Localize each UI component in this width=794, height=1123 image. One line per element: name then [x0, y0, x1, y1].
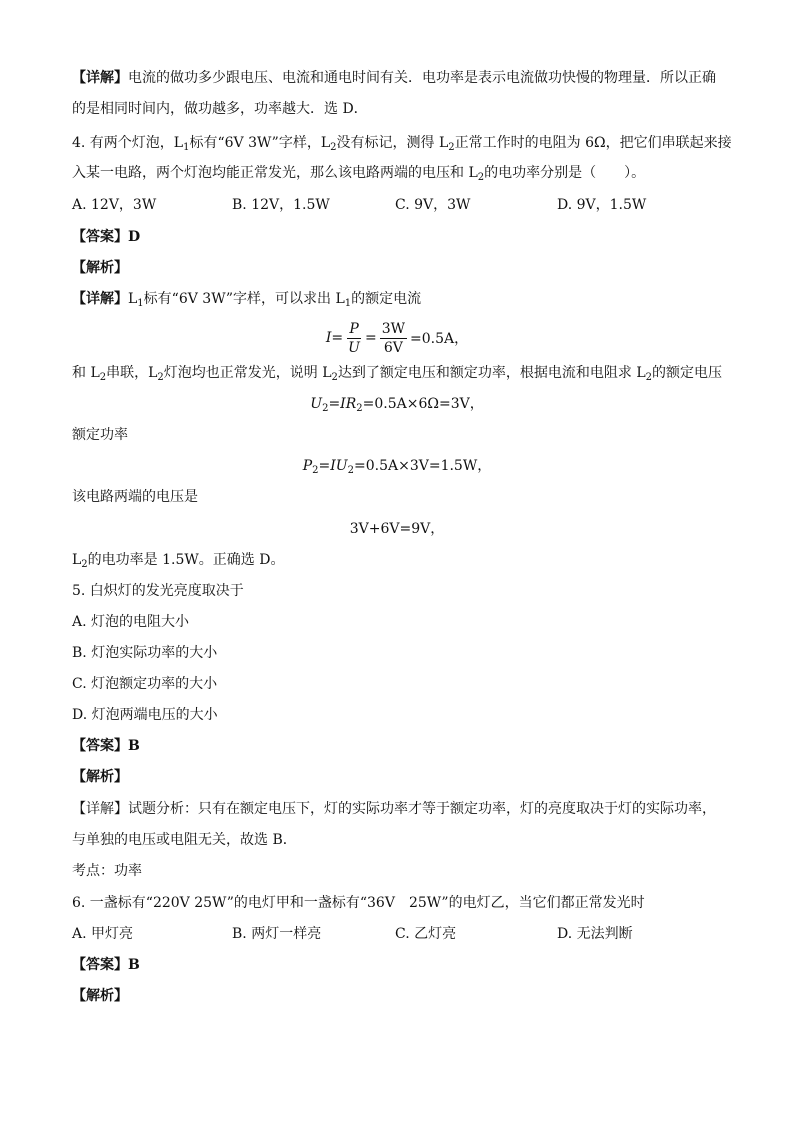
detail-text: 电流的做功多少跟电压、电流和通电时间有关．电功率是表示电流做功快慢的物理量．所以正确 — [128, 70, 716, 86]
question-5-detail-line-1: 【详解】试题分析：只有在额定电压下，灯的实际功率才等于额定功率，灯的亮度取决于灯的实际功率， — [72, 801, 716, 817]
question-5-knowledge-point: 考点：功率 — [72, 863, 142, 879]
question-6-option-a: A. 甲灯亮 — [72, 926, 134, 942]
question-4-option-d: D. 9V，1.5W — [557, 197, 647, 213]
question-4-detail-line-2: 和 $L_2$串联，$L_2$灯泡均也正常发光，说明 $L_2$达到了额定电压和额定功率，根据电流和电阻求 $L_2$的额定电压 — [72, 365, 723, 383]
question-4-option-c: C. 9V，3W — [395, 197, 471, 213]
formula-power-l2: $P_2=IU_2=0.5A\times 3V=1.5W$， — [302, 458, 492, 476]
fraction-p-over-u: $\frac{P}{U}$ — [348, 320, 360, 356]
question-5-option-b: B. 灯泡实际功率的大小 — [72, 645, 218, 661]
question-5-option-d: D. 灯泡两端电压的大小 — [72, 707, 218, 723]
formula-voltage-l2: $U_2=IR_2=0.5A\times 6\Omega=3V$， — [310, 396, 484, 414]
question-6-option-b: B. 两灯一样亮 — [232, 926, 322, 942]
question-4-stem-line-2: 入某一电路，两个灯泡均能正常发光，那么该电路两端的电压和 $L_2$的电功率分别是（ ）。 — [72, 165, 646, 183]
detail-tag: 【详解】 — [72, 70, 128, 86]
fraction-3w-over-6v: $\frac{3W}{6V}$ — [381, 320, 405, 356]
question-4-option-b: B. 12V，1.5W — [232, 197, 330, 213]
question-4-analysis-heading: 【解析】 — [72, 260, 128, 276]
question-4-detail-line-4: 该电路两端的电压是 — [72, 489, 198, 505]
question-5-answer: 【答案】B — [72, 738, 140, 754]
question-5-detail-line-2: 与单独的电压或电阻无关，故选 B． — [72, 832, 297, 848]
question-6-stem: 6. 一盏标有“220V 25W”的电灯甲和一盏标有“36V 25W”的电灯乙，当它们都正常发光时 — [72, 895, 645, 911]
question-4-detail-line-3: 额定功率 — [72, 427, 128, 443]
question-5-stem: 5. 白炽灯的发光亮度取决于 — [72, 583, 244, 599]
question-6-analysis-heading: 【解析】 — [72, 988, 128, 1004]
question-4-option-a: A. 12V，3W — [72, 197, 157, 213]
question-5-option-a: A. 灯泡的电阻大小 — [72, 614, 190, 630]
question-4-answer: 【答案】D — [72, 229, 141, 245]
detail-paragraph-line-2: 的是相同时间内，做功越多，功率越大．选 D． — [72, 101, 368, 117]
question-5-option-c: C. 灯泡额定功率的大小 — [72, 676, 218, 692]
question-5-analysis-heading: 【解析】 — [72, 769, 128, 785]
question-4-detail-line-1: 【详解】$L_1$标有“6V 3W”字样，可以求出 $L_1$的额定电流 — [72, 291, 422, 309]
formula-total-voltage: 3V+6V=9V， — [349, 521, 445, 537]
question-4-stem-line-1: 4. 有两个灯泡，$L_1$标有“6V 3W”字样，$L_2$没有标记，测得 $L_2$正常工作时的电阻为 6Ω，把它们串联起来接 — [72, 135, 732, 153]
detail-paragraph-line-1 — [72, 68, 716, 88]
question-6-option-c: C. 乙灯亮 — [395, 926, 457, 942]
question-6-answer: 【答案】B — [72, 957, 140, 973]
formula-current: I= $\frac{P}{U}$ = $\frac{3W}{6V}$ =0.5A， — [325, 320, 469, 356]
question-4-detail-line-5: $L_2$的电功率是 1.5W。正确选 D。 — [72, 552, 285, 570]
question-6-option-d: D. 无法判断 — [557, 926, 633, 942]
